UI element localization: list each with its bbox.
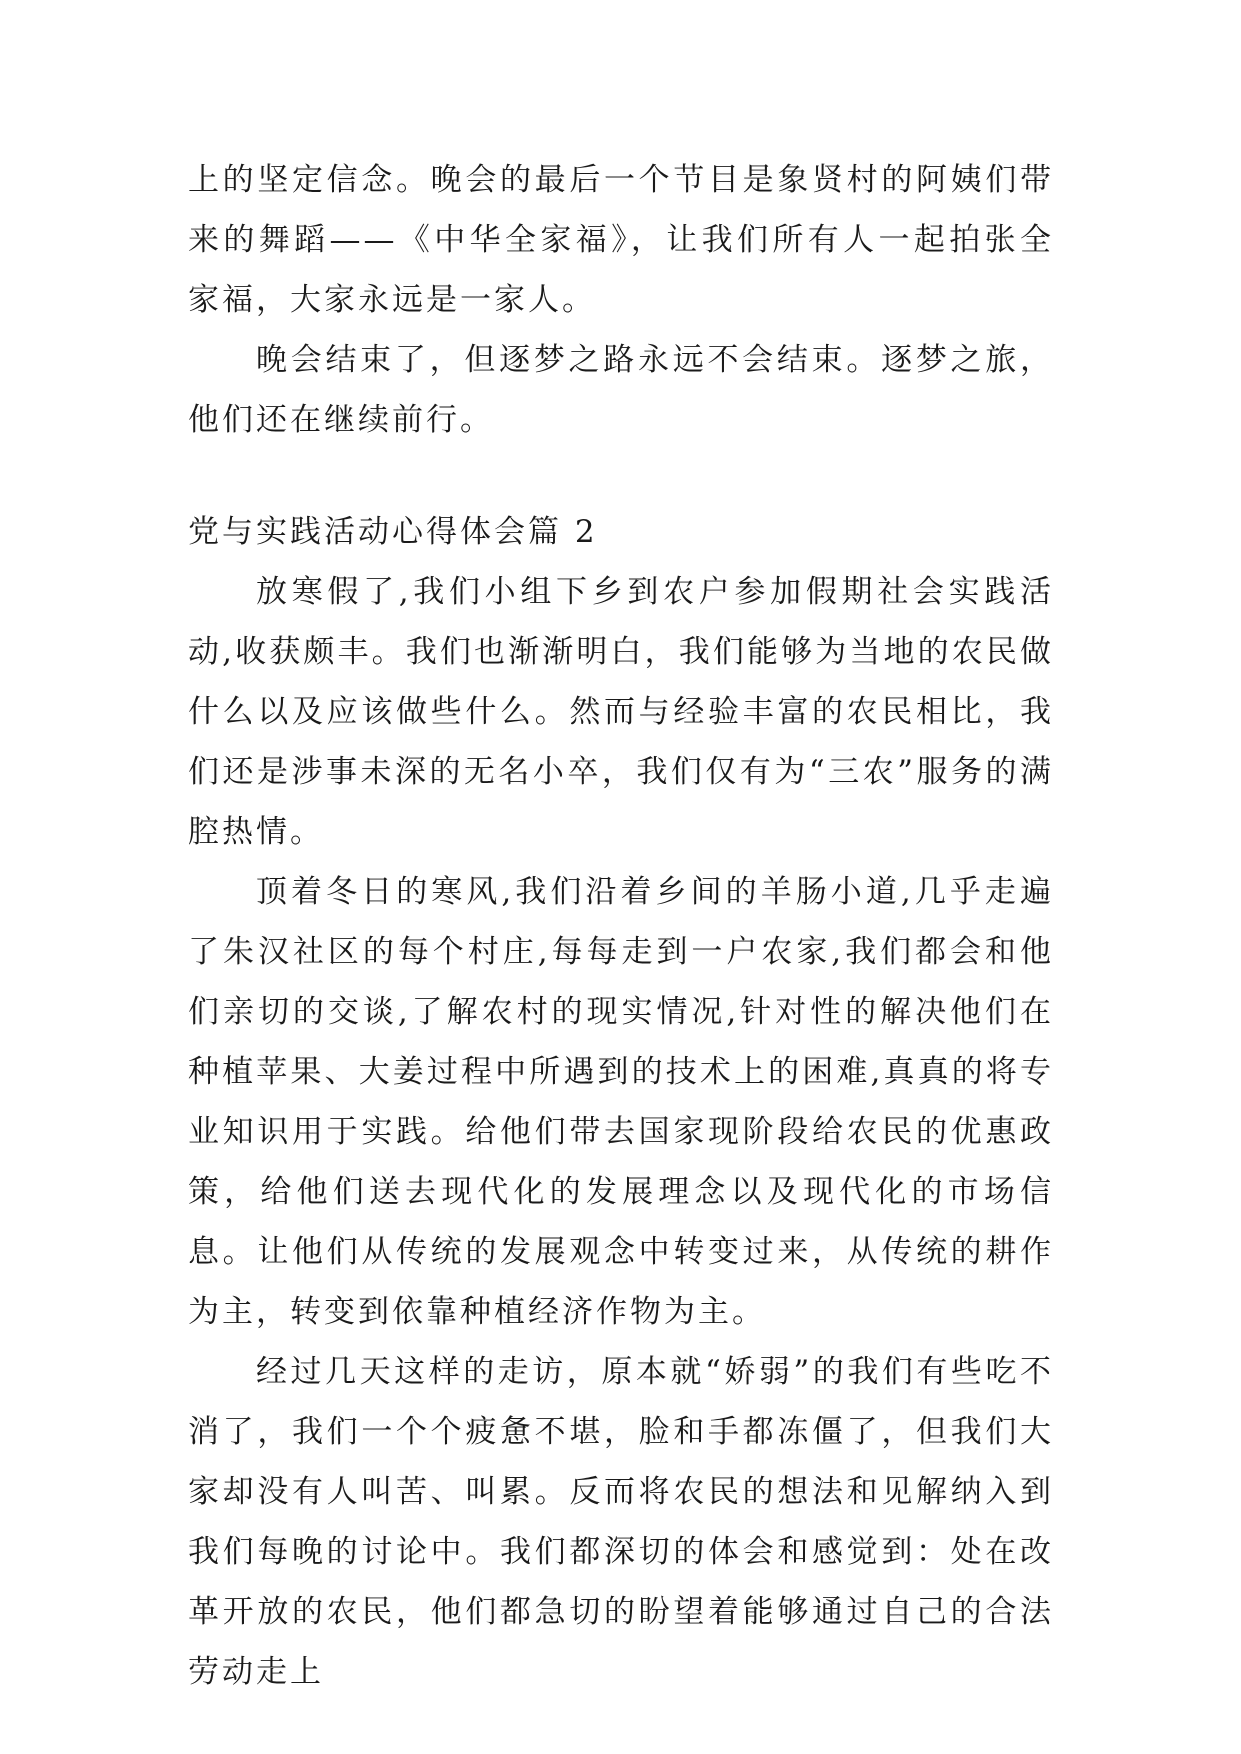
paragraph-3: 放寒假了,我们小组下乡到农户参加假期社会实践活动,收获颇丰。我们也渐渐明白，我们能够为当地的农民做什么以及应该做些什么。然而与经验丰富的农民相比，我们还是涉事未深的无名小卒，我们仅有为“三农”服务的满腔热情。 [188,574,1054,850]
paragraph-5: 经过几天这样的走访，原本就“娇弱”的我们有些吃不消了，我们一个个疲惫不堪，脸和手都冻僵了，但我们大家却没有人叫苦、叫累。反而将农民的想法和见解纳入到我们每晚的讨论中。我们都深切的体会和感觉到：处在改革开放的农民，他们都急切的盼望着能够通过自己的合法劳动走上 [188,1354,1054,1690]
paragraph-4: 顶着冬日的寒风,我们沿着乡间的羊肠小道,几乎走遍了朱汉社区的每个村庄,每每走到一户农家,我们都会和他们亲切的交谈,了解农村的现实情况,针对性的解决他们在种植苹果、大姜过程中所遇到的技术上的困难,真真的将专业知识用于实践。给他们带去国家现阶段给农民的优惠政策，给他们送去现代化的发展理念以及现代化的市场信息。让他们从传统的发展观念中转变过来，从传统的耕作为主，转变到依靠种植经济作物为主。 [188,874,1054,1330]
paragraph-1: 上的坚定信念。晚会的最后一个节目是象贤村的阿姨们带来的舞蹈——《中华全家福》，让我们所有人一起拍张全家福，大家永远是一家人。 [188,162,1054,318]
document-page [188,150,1054,1702]
section-heading: 党与实践活动心得体会篇 2 [188,514,598,550]
paragraph-2: 晚会结束了，但逐梦之路永远不会结束。逐梦之旅，他们还在继续前行。 [188,342,1054,438]
